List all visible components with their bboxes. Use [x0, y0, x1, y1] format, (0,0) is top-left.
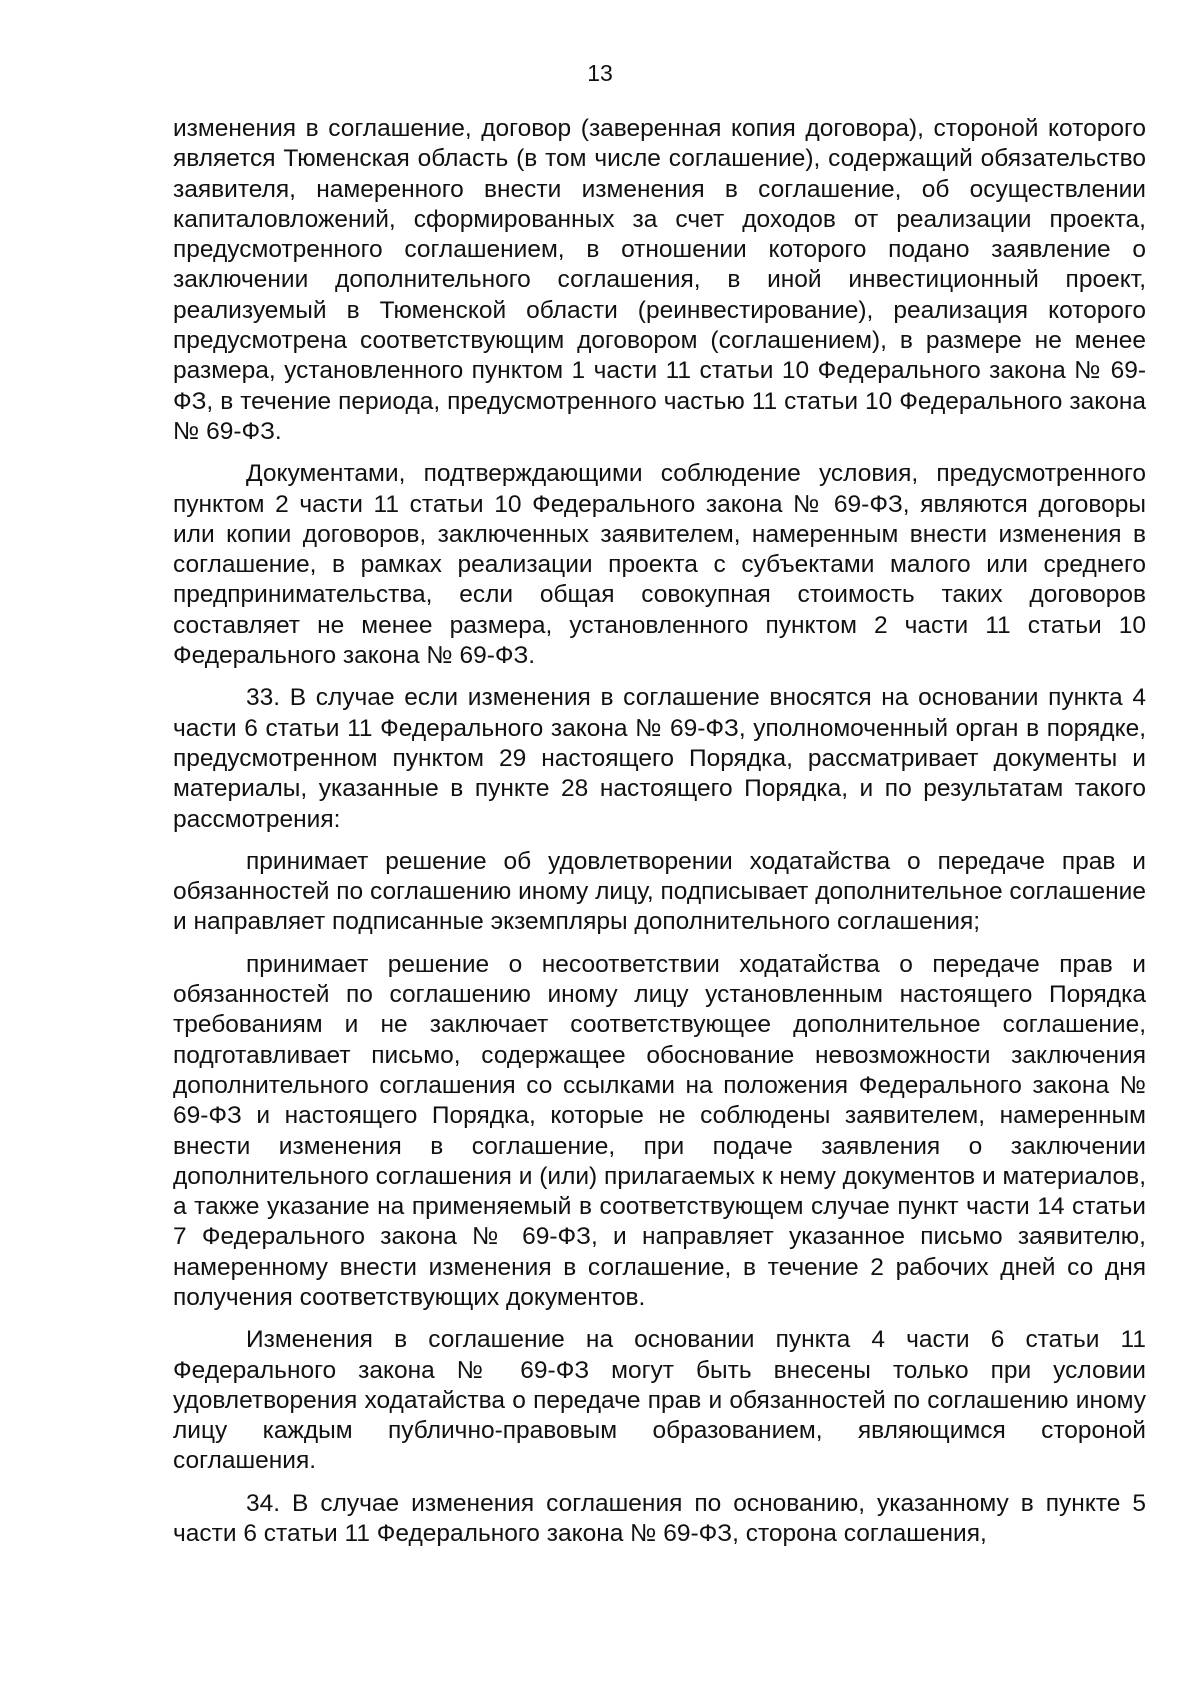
paragraph-clause-34: 34. В случае изменения соглашения по основанию, указанному в пункте 5 части 6 статьи 11 Федерального закона № 69-ФЗ, сторона соглашения, [173, 1489, 1146, 1548]
paragraph-decision-approve: принимает решение об удовлетворении ходатайства о передаче прав и обязанностей по соглашению иному лицу, подписывает дополнительное соглашение и направляет подписанные экземпляры дополнительного соглашения; [173, 847, 1146, 936]
paragraph-changes-condition: Изменения в соглашение на основании пункта 4 части 6 статьи 11 Федерального закона № 69-ФЗ могут быть внесены только при условии удовлетворения ходатайства о передаче прав и обязанностей по соглашению иному лицу каждым публично-правовым образованием, являющимся стороной соглашения. [173, 1326, 1146, 1475]
paragraph-documents-confirming: Документами, подтверждающими соблюдение условия, предусмотренного пунктом 2 части 11 статьи 10 Федерального закона № 69-ФЗ, являются договоры или копии договоров, заключенных заявителем, намеренным внести изменения в соглашение, в рамках реализации проекта с субъектами малого или среднего предпринимательства, если общая совокупная стоимость таких договоров составляет не менее размера, установленного пунктом 2 части 11 статьи 10 Федерального закона № 69-ФЗ. [173, 460, 1146, 670]
paragraph-decision-reject: принимает решение о несоответствии ходатайства о передаче прав и обязанностей по соглашению иному лицу установленным настоящего Порядка требованиям и не заключает соответствующее дополнительное соглашение, подготавливает письмо, содержащее обоснование невозможности заключения дополнительного соглашения со ссылками на положения Федерального закона № 69-ФЗ и настоящего Порядка, которые не соблюдены заявителем, намеренным внести изменения в соглашение, при подаче заявления о заключении дополнительного соглашения и (или) прилагаемых к нему документов и материалов, а также указание на применяемый в соответствующем случае пункт части 14 статьи 7 Федерального закона № 69-ФЗ, и направляет указанное письмо заявителю, намеренному внести изменения в соглашение, в течение 2 рабочих дней со дня получения соответствующих документов. [173, 950, 1146, 1311]
paragraph-clause-33: 33. В случае если изменения в соглашение вносятся на основании пункта 4 части 6 статьи 11 Федерального закона № 69-ФЗ, уполномоченный орган в порядке, предусмотренном пунктом 29 настоящего Порядка, рассматривает документы и материалы, указанные в пункте 28 настоящего Порядка, и по результатам такого рассмотрения: [173, 684, 1146, 833]
document-body [173, 114, 1146, 1561]
page-number: 13 [587, 60, 613, 86]
paragraph-continuation: изменения в соглашение, договор (заверенная копия договора), стороной которого является Тюменская область (в том числе соглашение), содержащий обязательство заявителя, намеренного внести изменения в соглашение, об осуществлении капиталовложений, сформированных за счет доходов от реализации проекта, предусмотренного соглашением, в отношении которого подано заявление о заключении дополнительного соглашения, в иной инвестиционный проект, реализуемый в Тюменской области (реинвестирование), реализация которого предусмотрена соответствующим договором (соглашением), в размере не менее размера, установленного пунктом 1 части 11 статьи 10 Федерального закона № 69-ФЗ, в течение периода, предусмотренного частью 11 статьи 10 Федерального закона № 69-ФЗ. [173, 115, 1146, 445]
